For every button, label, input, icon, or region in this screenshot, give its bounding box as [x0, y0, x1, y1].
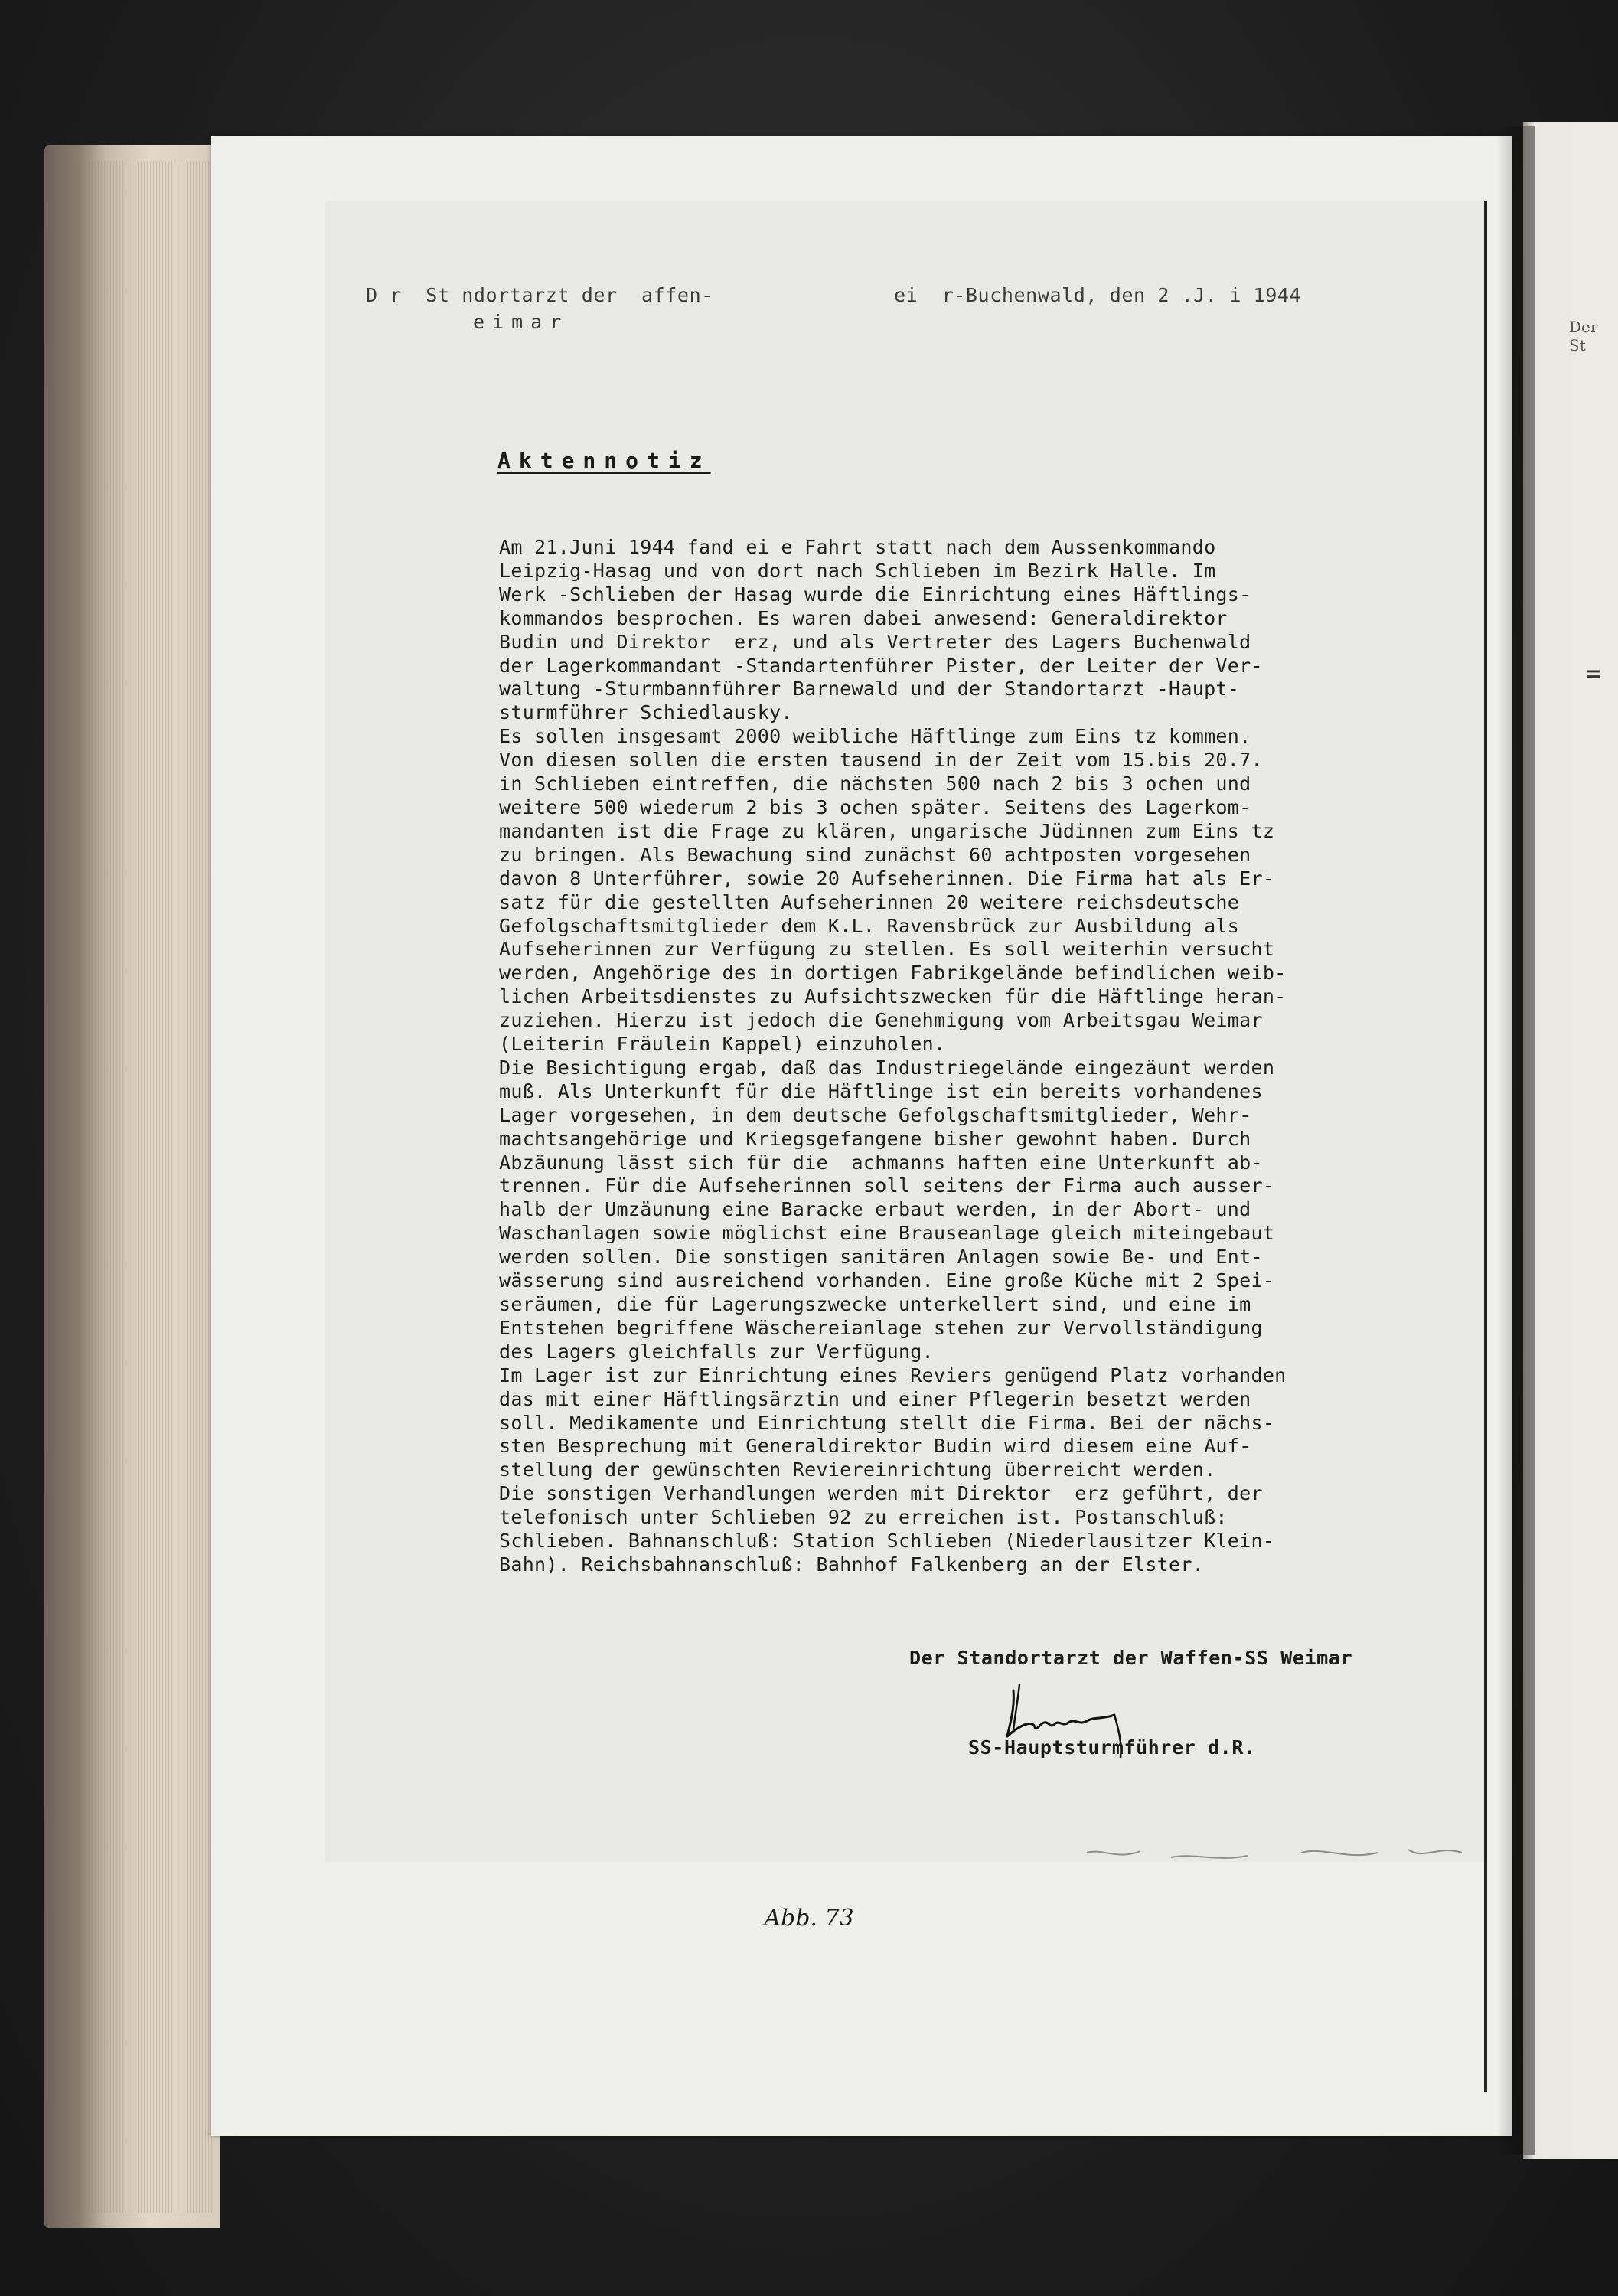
- body-line: in Schlieben eintreffen, die nächsten 500 nach 2 bis 3 ochen und: [499, 772, 1251, 795]
- body-line: mandanten ist die Frage zu klären, ungarische Jüdinnen zum Eins tz: [499, 819, 1275, 842]
- body-line: zu bringen. Als Bewachung sind zunächst 60 achtposten vorgesehen: [499, 843, 1251, 866]
- memo-body: [499, 536, 1494, 1577]
- body-line: davon 8 Unterführer, sowie 20 Aufseherinnen. Die Firma hat als Er-: [499, 867, 1275, 890]
- body-line: soll. Medikamente und Einrichtung stellt die Firma. Bei der nächs-: [499, 1411, 1275, 1434]
- body-line: der Lagerkommandant -Standartenführer Pister, der Leiter der Ver-: [499, 654, 1263, 677]
- body-line: kommandos besprochen. Es waren dabei anwesend: Generaldirektor: [499, 606, 1228, 629]
- body-line: das mit einer Häftlingsärztin und einer Pflegerin besetzt werden: [499, 1387, 1251, 1410]
- spine-shadow: [1496, 126, 1535, 2155]
- body-line: Im Lager ist zur Einrichtung eines Reviers genügend Platz vorhanden: [499, 1364, 1287, 1386]
- body-line: werden, Angehörige des in dortigen Fabrikgelände befindlichen weib-: [499, 962, 1287, 985]
- body-line: satz für die gestellten Aufseherinnen 20 weitere reichsdeutsche: [499, 890, 1240, 913]
- body-line: Von diesen sollen die ersten tausend in der Zeit vom 15.bis 20.7.: [499, 749, 1263, 772]
- body-line: telefonisch unter Schlieben 92 zu erreichen ist. Postanschluß:: [499, 1506, 1228, 1529]
- body-line: seräumen, die für Lagerungszwecke unterkellert sind, und eine im: [499, 1293, 1251, 1315]
- facing-page-header-fragment: Der St: [1569, 318, 1598, 354]
- body-line: Waschanlagen sowie möglichst eine Brauseanlage gleich miteingebaut: [499, 1222, 1275, 1245]
- body-line: waltung -Sturmbannführer Barnewald und der Standortarzt -Haupt-: [499, 678, 1240, 701]
- body-line: Bahn). Reichsbahnanschluß: Bahnhof Falkenberg an der Elster.: [499, 1553, 1205, 1576]
- body-line: stellung der gewünschten Reviereinrichtung überreicht werden.: [499, 1458, 1216, 1481]
- figure-caption: Abb. 73: [764, 1905, 854, 1932]
- facing-page-margin-mark: =: [1586, 658, 1602, 689]
- body-line: sten Besprechung mit Generaldirektor Budin wird diesem eine Auf-: [499, 1435, 1251, 1458]
- body-line: sturmführer Schiedlausky.: [499, 701, 793, 724]
- body-line: muß. Als Unterkunft für die Häftlinge ist ein bereits vorhandenes: [499, 1079, 1263, 1102]
- place-date: ei r-Buchenwald, den 2 .J. i 1944: [894, 284, 1302, 306]
- rank-line: SS-Hauptsturmführer d.R.: [968, 1736, 1256, 1759]
- body-line: halb der Umzäunung eine Baracke erbaut werden, in der Abort- und: [499, 1198, 1251, 1221]
- body-line: zuziehen. Hierzu ist jedoch die Genehmigung vom Arbeitsgau Weimar: [499, 1009, 1263, 1032]
- body-line: Abzäunung lässt sich für die achmanns haften eine Unterkunft ab-: [499, 1151, 1263, 1174]
- body-line: wässerung sind ausreichend vorhanden. Eine große Küche mit 2 Spei-: [499, 1269, 1275, 1292]
- body-line: weitere 500 wiederum 2 bis 3 ochen später. Seitens des Lagerkom-: [499, 795, 1251, 818]
- body-line: Lager vorgesehen, in dem deutsche Gefolgschaftsmitglieder, Wehr-: [499, 1103, 1251, 1126]
- body-line: Es sollen insgesamt 2000 weibliche Häftlinge zum Eins tz kommen.: [499, 725, 1251, 748]
- body-line: Leipzig-Hasag und von dort nach Schlieben im Bezirk Halle. Im: [499, 559, 1216, 582]
- sender-line-1: D r St ndortarzt der affen-: [366, 284, 713, 306]
- body-line: machtsangehörige und Kriegsgefangene bisher gewohnt haben. Durch: [499, 1127, 1251, 1150]
- document-title: Aktennotiz: [497, 448, 711, 473]
- body-line: Werk -Schlieben der Hasag wurde die Einrichtung eines Häftlings-: [499, 583, 1251, 606]
- body-line: werden sollen. Die sonstigen sanitären Anlagen sowie Be- und Ent-: [499, 1246, 1263, 1269]
- body-line: trennen. Für die Aufseherinnen soll seitens der Firma auch ausser-: [499, 1174, 1275, 1197]
- body-line: Gefolgschaftsmitglieder dem K.L. Ravensbrück zur Ausbildung als: [499, 914, 1240, 937]
- body-line: lichen Arbeitsdienstes zu Aufsichtszwecken für die Häftlinge heran-: [499, 985, 1287, 1008]
- body-line: (Leiterin Fräulein Kappel) einzuholen.: [499, 1033, 946, 1056]
- body-line: Budin und Direktor erz, und als Vertreter des Lagers Buchenwald: [499, 630, 1251, 653]
- body-line: Aufseherinnen zur Verfügung zu stellen. Es soll weiterhin versucht: [499, 938, 1275, 961]
- body-line: Schlieben. Bahnanschluß: Station Schlieben (Niederlausitzer Klein-: [499, 1530, 1275, 1553]
- smudge-marks: [1072, 1830, 1470, 1876]
- body-line: des Lagers gleichfalls zur Verfügung.: [499, 1340, 934, 1363]
- closing-signature-line: Der Standortarzt der Waffen-SS Weimar: [909, 1647, 1353, 1669]
- body-line: Am 21.Juni 1944 fand ei e Fahrt statt nach dem Aussenkommando: [499, 536, 1216, 558]
- sender-line-2: eimar: [473, 311, 569, 333]
- body-line: Entstehen begriffene Wäschereianlage stehen zur Vervollständigung: [499, 1316, 1263, 1339]
- body-line: Die Besichtigung ergab, daß das Industriegelände eingezäunt werden: [499, 1056, 1275, 1079]
- facing-page: [1523, 122, 1618, 2159]
- body-line: Die sonstigen Verhandlungen werden mit Direktor erz geführt, der: [499, 1482, 1263, 1505]
